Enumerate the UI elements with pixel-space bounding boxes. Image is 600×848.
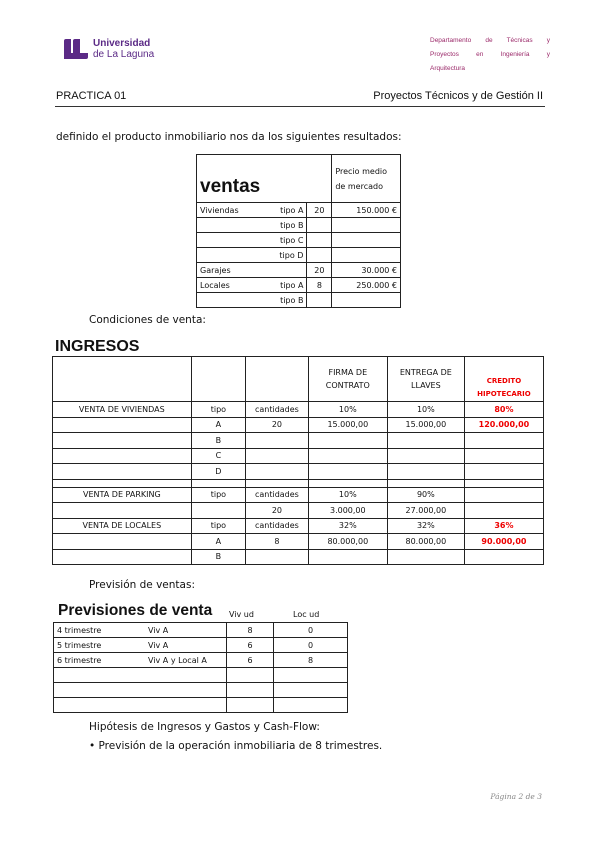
ingresos-tipo: tipo <box>191 518 245 534</box>
ventas-qty <box>307 233 332 248</box>
ingresos-entrega <box>387 433 464 449</box>
prevision-text: Previsión de ventas: <box>89 579 195 591</box>
ventas-price <box>332 248 401 263</box>
ingresos-concepto <box>53 534 192 550</box>
table-row <box>53 417 544 433</box>
ingresos-concepto <box>53 479 192 487</box>
price-header: Precio medio de mercado <box>332 155 401 203</box>
ingresos-credito <box>464 464 543 480</box>
table-row <box>53 503 544 519</box>
ventas-price: 250.000 € <box>332 278 401 293</box>
ingresos-table <box>52 356 544 565</box>
ingresos-firma: 3.000,00 <box>308 503 387 519</box>
university-logo <box>64 38 154 60</box>
department-line: Arquitectura <box>430 65 466 72</box>
intro-text: definido el producto inmobiliario nos da los siguientes resultados: <box>56 131 402 143</box>
ingresos-credito: 90.000,00 <box>464 534 543 550</box>
ingresos-entrega <box>387 479 464 487</box>
ventas-qty <box>307 218 332 233</box>
ventas-tipo: tipo B <box>265 218 307 233</box>
credito-header: CREDITO HIPOTECARIO <box>464 357 543 402</box>
ingresos-entrega: 80.000,00 <box>387 534 464 550</box>
ingresos-concepto <box>53 433 192 449</box>
condiciones-text: Condiciones de venta: <box>89 314 206 326</box>
ventas-price <box>332 233 401 248</box>
ingresos-tipo: tipo <box>191 487 245 503</box>
ingresos-concepto <box>53 417 192 433</box>
ventas-tipo <box>265 263 307 278</box>
table-row <box>197 203 401 218</box>
ingresos-firma: 32% <box>308 518 387 534</box>
prev-loc: 0 <box>274 623 348 638</box>
table-row <box>53 402 544 418</box>
ingresos-cantidades: cantidades <box>246 487 309 503</box>
ingresos-tipo: A <box>191 534 245 550</box>
table-row <box>197 263 401 278</box>
ingresos-firma: 10% <box>308 402 387 418</box>
ingresos-cantidades <box>246 479 309 487</box>
ingresos-cantidades: 8 <box>246 534 309 550</box>
ventas-tipo: tipo A <box>265 278 307 293</box>
ingresos-cantidades <box>246 448 309 464</box>
ventas-qty <box>307 293 332 308</box>
table-row <box>197 293 401 308</box>
ventas-tipo: tipo B <box>265 293 307 308</box>
ingresos-credito <box>464 433 543 449</box>
practice-title: PRACTICA 01 <box>56 90 127 102</box>
ingresos-firma <box>308 549 387 565</box>
ingresos-credito <box>464 487 543 503</box>
table-row <box>53 534 544 550</box>
ingresos-credito <box>464 549 543 565</box>
ventas-label <box>197 293 265 308</box>
ventas-qty: 20 <box>307 203 332 218</box>
ingresos-firma <box>308 448 387 464</box>
ventas-price: 30.000 € <box>332 263 401 278</box>
ingresos-cantidades: cantidades <box>246 518 309 534</box>
table-row <box>197 233 401 248</box>
ventas-tipo: tipo A <box>265 203 307 218</box>
table-row <box>54 668 348 683</box>
ingresos-credito: 120.000,00 <box>464 417 543 433</box>
university-logo-icon <box>64 39 88 59</box>
ingresos-cantidades <box>246 464 309 480</box>
logo-line-2: de La Laguna <box>93 49 155 60</box>
ingresos-firma <box>308 433 387 449</box>
ingresos-entrega: 15.000,00 <box>387 417 464 433</box>
prev-periodo: 6 trimestre <box>54 653 146 668</box>
ventas-qty: 8 <box>307 278 332 293</box>
ingresos-entrega: 27.000,00 <box>387 503 464 519</box>
table-row <box>53 487 544 503</box>
prev-viv <box>227 683 274 698</box>
prev-tipo <box>145 683 227 698</box>
table-row <box>197 248 401 263</box>
prev-loc: 0 <box>274 638 348 653</box>
header-divider <box>55 106 545 107</box>
table-row <box>197 278 401 293</box>
ingresos-entrega <box>387 448 464 464</box>
ingresos-firma: 80.000,00 <box>308 534 387 550</box>
prev-viv: 6 <box>227 638 274 653</box>
prev-periodo: 4 trimestre <box>54 623 146 638</box>
ventas-tipo: tipo C <box>265 233 307 248</box>
ingresos-concepto: VENTA DE LOCALES <box>53 518 192 534</box>
ventas-price <box>332 218 401 233</box>
loc-header: Loc ud <box>293 610 320 619</box>
previsiones-title: Previsiones de venta <box>58 602 213 619</box>
firma-header: FIRMA DE CONTRATO <box>308 357 387 402</box>
prev-loc <box>274 683 348 698</box>
table-row <box>53 433 544 449</box>
table-row <box>54 623 348 638</box>
table-row <box>54 698 348 713</box>
ingresos-tipo: D <box>191 464 245 480</box>
ventas-price <box>332 293 401 308</box>
ingresos-tipo: B <box>191 433 245 449</box>
prev-tipo <box>145 668 227 683</box>
prev-periodo <box>54 683 146 698</box>
previsiones-table <box>53 622 348 713</box>
bullet-text: Previsión de la operación inmobiliaria de 8 trimestres. <box>98 740 383 752</box>
table-row <box>53 479 544 487</box>
prev-tipo <box>145 698 227 713</box>
ingresos-cantidades <box>246 433 309 449</box>
prev-tipo: Viv A y Local A <box>145 653 227 668</box>
ingresos-concepto <box>53 448 192 464</box>
prev-periodo <box>54 668 146 683</box>
ventas-title: ventas <box>197 155 332 203</box>
ingresos-entrega: 32% <box>387 518 464 534</box>
ingresos-credito <box>464 479 543 487</box>
table-row <box>53 464 544 480</box>
ventas-label: Garajes <box>197 263 265 278</box>
bullet-icon: • <box>89 740 99 752</box>
ventas-price: 150.000 € <box>332 203 401 218</box>
ingresos-concepto <box>53 464 192 480</box>
table-row <box>54 653 348 668</box>
ingresos-firma <box>308 464 387 480</box>
ingresos-cantidades <box>246 549 309 565</box>
ingresos-tipo: B <box>191 549 245 565</box>
ventas-label <box>197 218 265 233</box>
viv-header: Viv ud <box>229 610 254 619</box>
ingresos-tipo: C <box>191 448 245 464</box>
ingresos-tipo <box>191 479 245 487</box>
ingresos-firma: 15.000,00 <box>308 417 387 433</box>
ingresos-concepto <box>53 503 192 519</box>
ingresos-concepto: VENTA DE PARKING <box>53 487 192 503</box>
prev-loc <box>274 698 348 713</box>
bullet-item <box>89 740 382 752</box>
table-row <box>53 549 544 565</box>
department-line: Proyectos en Ingeniería y <box>430 51 550 58</box>
ingresos-concepto <box>53 549 192 565</box>
table-row <box>54 638 348 653</box>
ingresos-entrega: 10% <box>387 402 464 418</box>
ingresos-cantidades: 20 <box>246 417 309 433</box>
ingresos-credito <box>464 503 543 519</box>
table-row <box>54 683 348 698</box>
ingresos-tipo: A <box>191 417 245 433</box>
ingresos-cantidades: cantidades <box>246 402 309 418</box>
ingresos-tipo: tipo <box>191 402 245 418</box>
prev-viv <box>227 698 274 713</box>
department-name <box>430 34 550 76</box>
ingresos-entrega: 90% <box>387 487 464 503</box>
entrega-header: ENTREGA DE LLAVES <box>387 357 464 402</box>
course-title: Proyectos Técnicos y de Gestión II <box>373 90 543 102</box>
ingresos-credito <box>464 448 543 464</box>
logo-line-1: Universidad <box>93 38 151 49</box>
prev-loc <box>274 668 348 683</box>
ingresos-entrega <box>387 464 464 480</box>
ingresos-tipo <box>191 503 245 519</box>
ingresos-credito: 36% <box>464 518 543 534</box>
ventas-qty <box>307 248 332 263</box>
page-number: Página 2 de 3 <box>490 792 542 801</box>
ventas-label <box>197 248 265 263</box>
table-row <box>53 448 544 464</box>
department-line: Departamento de Técnicas y <box>430 37 550 44</box>
ingresos-concepto: VENTA DE VIVIENDAS <box>53 402 192 418</box>
table-row <box>197 218 401 233</box>
ventas-qty: 20 <box>307 263 332 278</box>
prev-periodo: 5 trimestre <box>54 638 146 653</box>
ingresos-title: INGRESOS <box>55 338 140 355</box>
prev-viv: 6 <box>227 653 274 668</box>
ventas-table <box>196 154 401 308</box>
prev-tipo: Viv A <box>145 638 227 653</box>
ventas-label: Viviendas <box>197 203 265 218</box>
ingresos-entrega <box>387 549 464 565</box>
ingresos-credito: 80% <box>464 402 543 418</box>
ventas-label <box>197 233 265 248</box>
table-row <box>53 518 544 534</box>
ingresos-firma <box>308 479 387 487</box>
prev-tipo: Viv A <box>145 623 227 638</box>
ventas-label: Locales <box>197 278 265 293</box>
hipotesis-text: Hipótesis de Ingresos y Gastos y Cash-Flow: <box>89 721 320 733</box>
prev-loc: 8 <box>274 653 348 668</box>
prev-viv <box>227 668 274 683</box>
prev-periodo <box>54 698 146 713</box>
prev-viv: 8 <box>227 623 274 638</box>
ingresos-firma: 10% <box>308 487 387 503</box>
ventas-tipo: tipo D <box>265 248 307 263</box>
ingresos-cantidades: 20 <box>246 503 309 519</box>
